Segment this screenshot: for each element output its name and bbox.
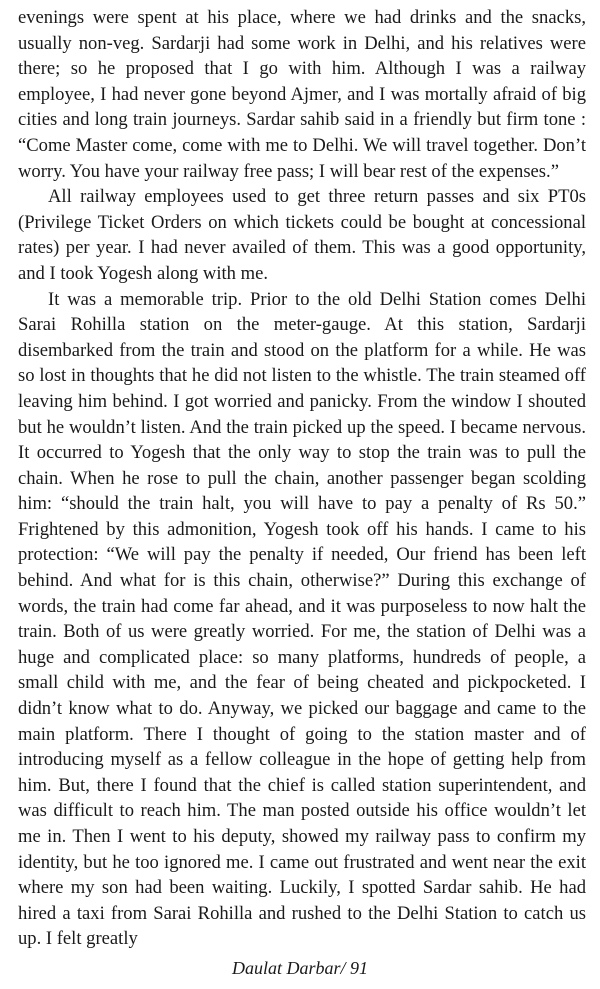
paragraph-2: All railway employees used to get three return passes and six PT0s (Privilege Ticket Orders on which tickets could be bought at concessional rates) per year. I had never availed of them. This was a good opportunity, and I took Yogesh along with me. [18, 186, 586, 284]
page-footer: Daulat Darbar/ 91 [231, 958, 368, 978]
page-body [18, 5, 586, 952]
paragraph-3: It was a memorable trip. Prior to the old Delhi Station comes Delhi Sarai Rohilla station on the meter-gauge. At this station, Sardarji disembarked from the train and stood on the platform for a while. He was so lost in thoughts that he did not listen to the whistle. The train steamed off leaving him behind. I got worried and panicky. From the window I shouted but he wouldn’t listen. And the train picked up the speed. I became nervous. It occurred to Yogesh that the only way to stop the train was to pull the chain. When he rose to pull the chain, another passenger began scolding him: “should the train halt, you will have to pay a penalty of Rs 50.” Frightened by this admonition, Yogesh took off his hands. I came to his protection: “We will pay the penalty if needed, Our friend has been left behind. And what for is this chain, otherwise?” During this exchange of words, the train had come far ahead, and it was purposeless to now halt the train. Both of us were greatly worried. For me, the station of Delhi was a huge and complicated place: so many platforms, hundreds of people, a small child with me, and the fear of being cheated and pickpocketed. I didn’t know what to do. Anyway, we picked our baggage and came to the main platform. There I thought of going to the station master and of introducing myself as a fellow colleague in the hope of getting help from him. But, there I found that the chief is called station superintendent, and was difficult to reach him. The man posted outside his office wouldn’t let me in. Then I went to his deputy, showed my railway pass to confirm my identity, but he too ignored me. I came out frustrated and went near the exit where my son had been waiting. Luckily, I spotted Sardar sahib. He had hired a taxi from Sarai Rohilla and rushed to the Delhi Station to catch us up. I felt greatly [18, 288, 586, 950]
paragraph-1: evenings were spent at his place, where we had drinks and the snacks, usually non-veg. Sardarji had some work in Delhi, and his relatives were there; so he proposed that I go with him. Although I was a railway employee, I had never gone beyond Ajmer, and I was mortally afraid of big cities and long train journeys. Sardar sahib said in a friendly but firm tone : “Come Master come, come with me to Delhi. We will travel together. Don’t worry. You have your railway free pass; I will bear rest of the expenses.” [18, 7, 586, 182]
